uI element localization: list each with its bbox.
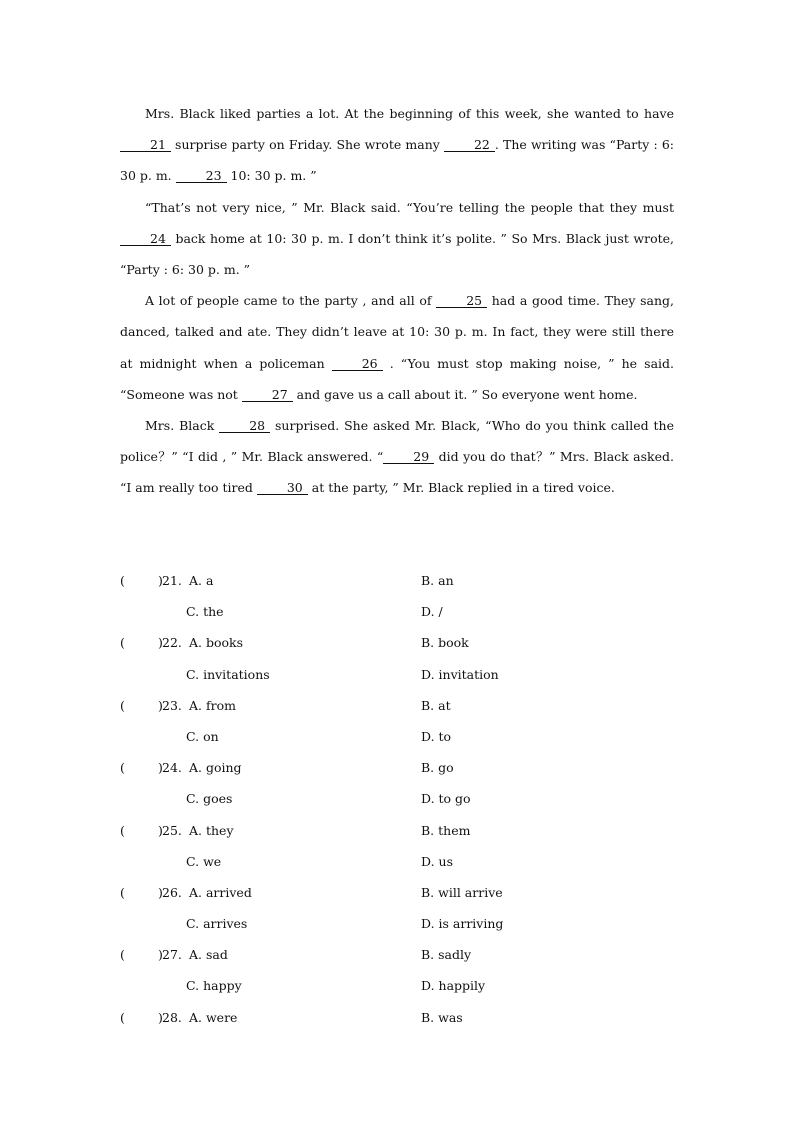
passage-text: had a good time. They sang, danced, talked and ate. They didn’t leave at 10: 30 p. m. In fact, they were still there at midnight when a policeman [120, 293, 674, 371]
option-d: D. is arriving [421, 916, 504, 932]
answer-paren-open: ( [120, 822, 125, 838]
option-d: D. to [421, 728, 452, 744]
question-number: 28. [162, 1009, 182, 1025]
passage-text: and gave us a call about it. ” So everyone went home. [292, 386, 638, 402]
answer-paren-close: ) [158, 947, 163, 963]
blank-28: 28 [219, 419, 270, 433]
passage-paragraph-4 [120, 410, 674, 504]
question-row-cd [120, 846, 680, 877]
answer-paren-open: ( [120, 697, 125, 713]
question-row-cd [120, 596, 680, 627]
question-number: 24. [162, 760, 182, 776]
passage-text: Mrs. Black liked parties a lot. At the beginning of this week, she wanted to have [145, 106, 674, 121]
option-b: B. book [421, 635, 469, 651]
passage-text: “That’s not very nice, ” Mr. Black said. “You’re telling the people that they must [145, 199, 674, 215]
answer-paren-close: ) [158, 697, 163, 713]
question-row-cd [120, 659, 680, 690]
option-c: C. happy [186, 978, 242, 994]
passage-text: A lot of people came to the party , and all of [145, 293, 437, 309]
passage-text: back home at 10: 30 p. m. I don’t think it’s polite. ” So Mrs. Black just wrote, “Party : 6: 30 p. m. ” [120, 230, 674, 278]
option-d: D. / [421, 604, 443, 620]
option-b: B. them [421, 822, 471, 838]
passage-paragraph-2 [120, 192, 674, 286]
answer-paren-close: ) [158, 884, 163, 900]
question-number: 23. [162, 697, 182, 713]
question-row [120, 815, 680, 846]
answer-paren-open: ( [120, 635, 125, 651]
option-c: C. arrives [186, 916, 248, 932]
answer-paren-open: ( [120, 573, 125, 588]
blank-22: 22 [444, 138, 495, 152]
blank-21: 21 [120, 138, 171, 152]
question-number: 26. [162, 884, 182, 900]
question-row-cd [120, 908, 680, 939]
option-d: D. to go [421, 791, 471, 807]
passage-text: did you do that？” Mrs. Black asked. “I am really too tired [120, 449, 675, 496]
option-b: B. go [421, 760, 454, 776]
answer-paren-close: ) [158, 1009, 163, 1025]
option-c: C. invitations [186, 666, 270, 682]
option-a: A. they [189, 822, 234, 838]
answer-paren-close: ) [158, 635, 163, 651]
passage-text: . The writing was “Party : 6: 30 p. m. [120, 137, 674, 184]
question-row [120, 877, 680, 908]
passage-text: at the party, ” Mr. Black replied in a tired voice. [307, 480, 615, 496]
option-c: C. goes [186, 791, 233, 807]
option-d: D. us [421, 853, 453, 869]
option-b: B. sadly [421, 947, 472, 963]
option-b: B. was [421, 1009, 463, 1025]
question-row [120, 1002, 680, 1033]
option-a: A. books [189, 635, 244, 651]
answer-paren-open: ( [120, 1009, 125, 1025]
option-c: C. we [186, 853, 222, 869]
question-row [120, 752, 680, 783]
blank-27: 27 [242, 388, 293, 402]
question-row-cd [120, 783, 680, 814]
blank-30: 30 [257, 481, 308, 495]
answer-paren-close: ) [158, 760, 163, 776]
question-number: 25. [162, 822, 182, 838]
passage-paragraph-1 [120, 98, 674, 192]
option-c: C. on [186, 728, 219, 744]
question-row-cd [120, 721, 680, 752]
question-row [120, 690, 680, 721]
answer-paren-close: ) [158, 822, 163, 838]
option-d: D. invitation [421, 666, 499, 682]
blank-26: 26 [332, 357, 383, 371]
option-a: A. a [189, 573, 214, 588]
passage-text: surprised. She asked Mr. Black, “Who do you think called the police？” “I did , ” Mr. Black answered. “ [120, 418, 674, 465]
option-c: C. the [186, 604, 224, 620]
answer-paren-open: ( [120, 884, 125, 900]
option-b: B. an [421, 573, 454, 588]
passage-paragraph-3 [120, 285, 674, 410]
answer-paren-close: ) [158, 573, 163, 588]
option-b: B. at [421, 697, 451, 713]
question-row-cd [120, 970, 680, 1001]
blank-29: 29 [383, 450, 434, 464]
answer-paren-open: ( [120, 947, 125, 963]
option-d: D. happily [421, 978, 486, 994]
answer-paren-open: ( [120, 760, 125, 776]
option-b: B. will arrive [421, 884, 503, 900]
question-number: 22. [162, 635, 182, 651]
question-row [120, 627, 680, 658]
blank-25: 25 [436, 294, 487, 308]
question-row [120, 565, 680, 596]
question-number: 21. [162, 573, 182, 588]
question-number: 27. [162, 947, 182, 963]
cloze-passage [120, 98, 674, 504]
question-list [120, 565, 680, 1033]
option-a: A. arrived [189, 884, 252, 900]
option-a: A. sad [189, 947, 228, 963]
passage-text: surprise party on Friday. She wrote many [170, 137, 444, 153]
passage-text: 10: 30 p. m. ” [226, 168, 317, 184]
passage-text: Mrs. Black [145, 418, 220, 434]
passage-text: . “You must stop making noise, ” he said. “Someone was not [120, 355, 674, 402]
option-a: A. were [189, 1009, 238, 1025]
option-a: A. from [189, 697, 236, 713]
option-a: A. going [189, 760, 242, 776]
blank-23: 23 [176, 169, 227, 183]
question-row [120, 939, 680, 970]
blank-24: 24 [120, 232, 171, 246]
